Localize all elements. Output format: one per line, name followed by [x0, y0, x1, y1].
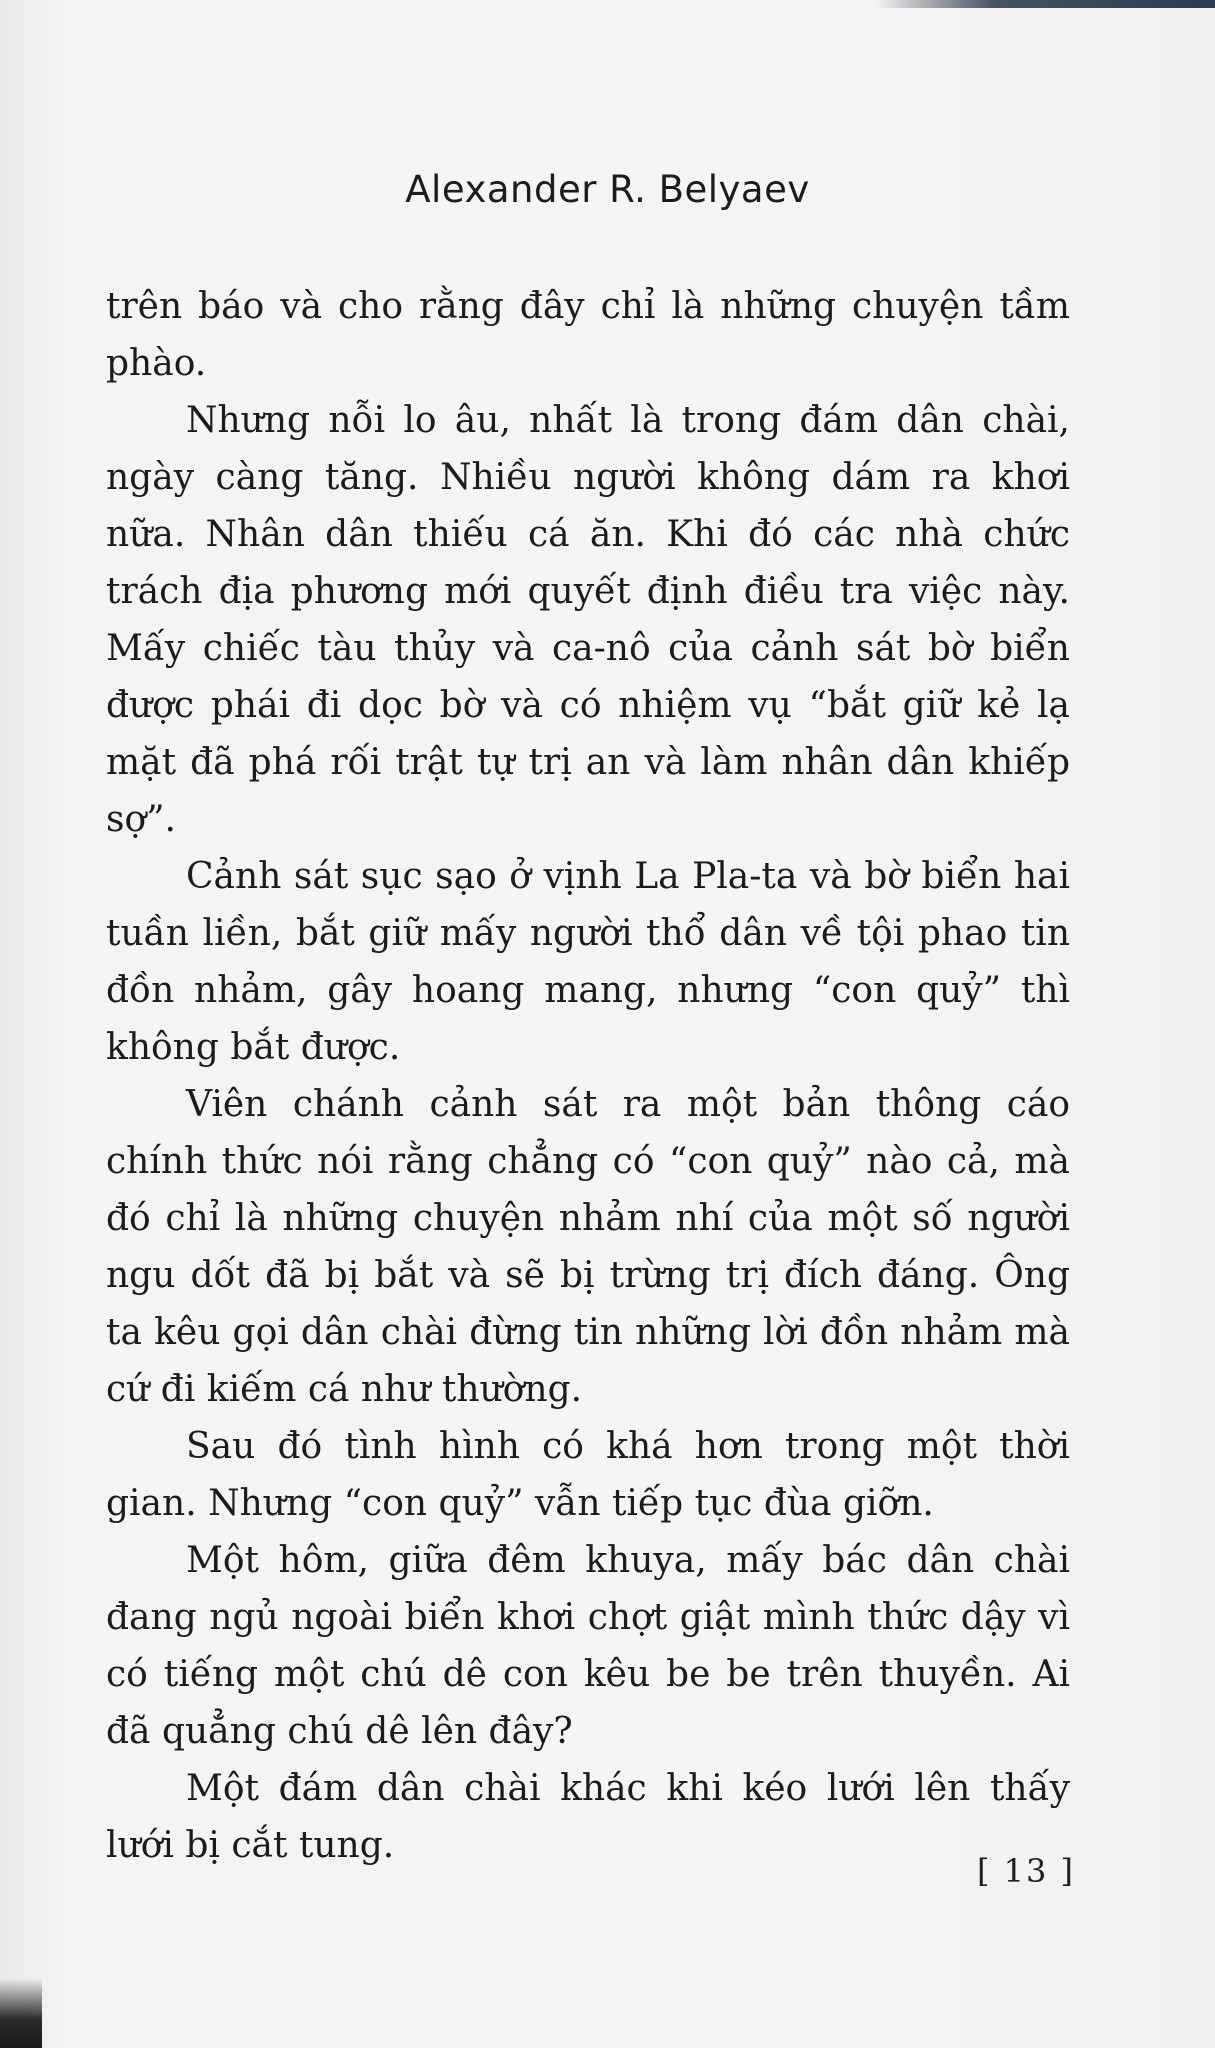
paragraph-5: Sau đó tình hình có khá hơn trong một thời gian. Nhưng “con quỷ” vẫn tiếp tục đùa giỡn. [106, 1426, 1070, 1524]
running-header: Alexander R. Belyaev [405, 168, 810, 211]
page-number: [ 13 ] [976, 1852, 1075, 1890]
paragraph-4: Viên chánh cảnh sát ra một bản thông cáo chính thức nói rằng chẳng có “con quỷ” nào cả, mà đó chỉ là những chuyện nhảm nhí của một số người ngu dốt đã bị bắt và sẽ bị trừng trị đích đáng. Ông ta kêu gọi dân chài đừng tin những lời đồn nhảm mà cứ đi kiếm cá như thường. [106, 1084, 1070, 1410]
paragraph-7: Một đám dân chài khác khi kéo lưới lên thấy lưới bị cắt tung. [106, 1768, 1070, 1866]
paragraph-3: Cảnh sát sục sạo ở vịnh La Pla-ta và bờ biển hai tuần liền, bắt giữ mấy người thổ dân về tội phao tin đồn nhảm, gây hoang mang, nhưng “con quỷ” thì không bắt được. [106, 856, 1070, 1068]
scan-edge-bottom [0, 1978, 42, 2048]
body-text [106, 278, 1070, 1874]
scan-edge-top [875, 0, 1215, 8]
paragraph-2: Nhưng nỗi lo âu, nhất là trong đám dân chài, ngày càng tăng. Nhiều người không dám ra khơi nữa. Nhân dân thiếu cá ăn. Khi đó các nhà chức trách địa phương mới quyết định điều tra việc này. Mấy chiếc tàu thủy và ca-nô của cảnh sát bờ biển được phái đi dọc bờ và có nhiệm vụ “bắt giữ kẻ lạ mặt đã phá rối trật tự trị an và làm nhân dân khiếp sợ”. [106, 400, 1070, 840]
paragraph-6: Một hôm, giữa đêm khuya, mấy bác dân chài đang ngủ ngoài biển khơi chợt giật mình thức dậy vì có tiếng một chú dê con kêu be be trên thuyền. Ai đã quẳng chú dê lên đây? [106, 1540, 1070, 1752]
paragraph-1: trên báo và cho rằng đây chỉ là những chuyện tầm phào. [106, 286, 1070, 384]
